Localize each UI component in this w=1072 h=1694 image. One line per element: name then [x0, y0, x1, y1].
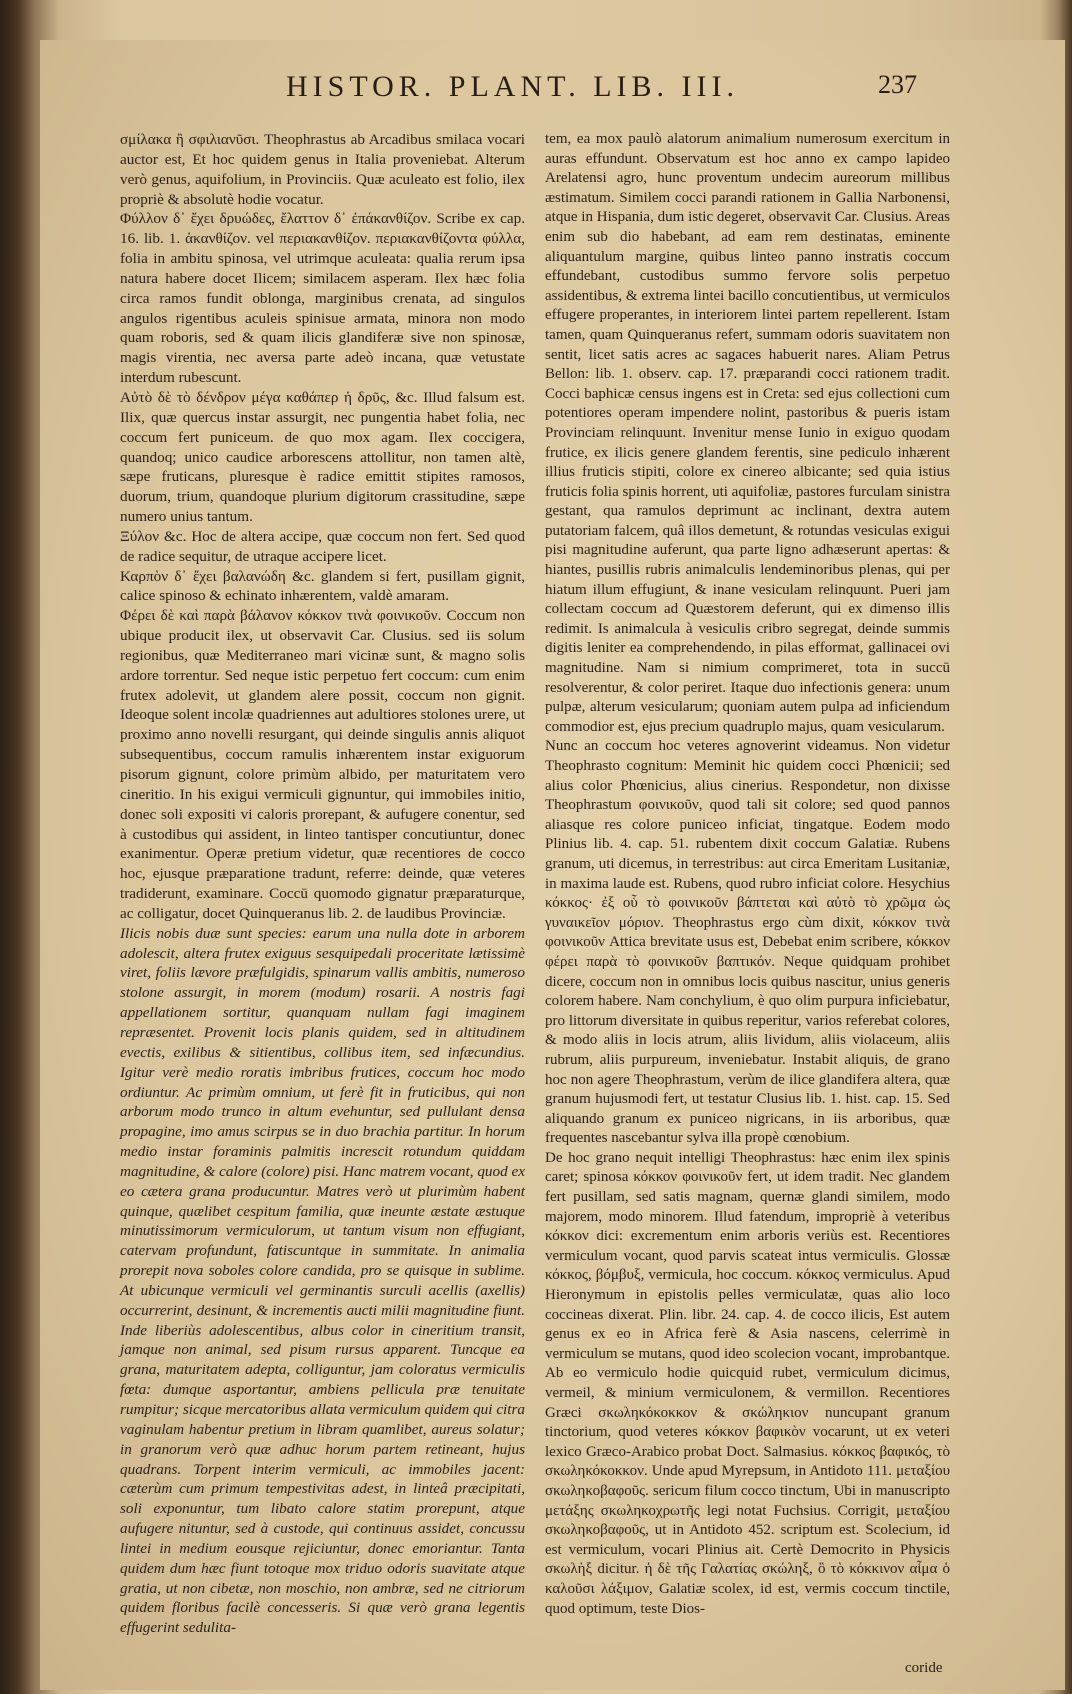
paragraph: σμίλακα ἢ σφιλιανῦσι. Theophrastus ab Arcadibus smilaca vocari auctor est, Et hoc quidem genus in Italia proveniebat. Alterum verò genus, aquifolium, in Provinciis. Quæ aculeato est folio, ilex propriè & absolutè hodie vocatur.	[120, 131, 525, 208]
paragraph: Ξύλον &c. Hoc de altera accipe, quæ coccum non fert. Sed quod de radice sequitur, de utraque accipere licet.	[120, 527, 525, 565]
quoted-passage: Ilicis nobis duæ sunt species: earum una nulla dote in arborem adolescit, altera frutex exiguus sesquipedali proceritate lætissimè viret, foliis lævore præfulgidis, spinarum vallis ambitis, numeroso stolone assurgit, in morem (modum) rosarii. A nostris fagi appellationem sortitur, quanquam nullam fagi imaginem repræsentet. Provenit locis planis quidem, sed in altitudinem evectis, exilibus & sitientibus, collibus item, sed infæcundius. Igitur verè medio roratis imbribus frutices, coccum hoc modo ordiuntur. Ac primùm omnium, ut ferè fit in fruticibus, qui non arborum modo trunco in altum evehuntur, sed pullulant densa propagine, imo amus scirpus se in duo brachia partitur. In horum medio instar foraminis palmitis increscit rotundum quiddam magnitudine, & calore (colore) pisi. Hanc matrem vocant, quod ex eo cætera grana producuntur. Matres verò ut plurimùm habent quinque, quælibet cespitum familia, quæ ineunte æstate æstuque minutissimorum vermiculorum, ut tantum visum non effugiant, catervam profundunt, fatiscuntque in summitate. In animalia prorepit nova soboles colore candida, pro se quisque in sublime. At ubicunque vermiculi vel germinantis surculi acellis (axellis) occurrerint, desinunt, & incrementis aucti milii magnitudine fiunt. Inde liberiùs adolescentibus, albus color in cineritium transit, jamque non animal, sed pisum rursus apparent. Tuncque ea grana, maturitatem adepta, colliguntur, jam coloratus vermiculis fœta: dumque asportantur, ambiens pellicula præ tenuitate rumpitur; sicque mercatoribus allata vermiculum quidem qui citra vaginulam habentur pretium in libram quamlibet, aureus solatur; in granorum verò quæ adhuc horum partem retineant, hujus quadrans. Torpent interim vermiculi, ac immobiles jacent: cæterùm cum primum tempestivitas adest, in linteâ præcipitati, soli exponuntur, tum libato calore statim prorepunt, atque aufugere nituntur, sed à custode, qui continuus assidet, concussu lintei in medium eousque rejiciuntur, donec emoriantur. Tanta quidem dum hæc fiunt totoque mox triduo odoris suavitate atque gratia, ut non cibetæ, non moschio, non ambræ, sed ne citriorum quidem floribus facilè concesseris. Si quæ verò grana legentis effugerint sedulita-	[120, 924, 525, 1637]
left-text-column	[120, 130, 525, 1638]
paragraph: tem, ea mox paulò alatorum animalium numerosum exercitum in auras effundunt. Observatum est hoc anno ex campo lapideo Arelatensi agro, hunc proventum undecim aureorum millibus æstimatum. Similem cocci parandi rationem in Gallia Narbonensi, atque in Hispania, dum istic degeret, observavit Car. Clusius. Areas enim sub dio habebant, ad eam rem destinatas, eminente aliquantulum margine, quibus linteo panno instratis coccum effundebant, custodibus summo fervore solis perpetuo assidentibus, & extrema lintei bacillo concutientibus, ut vermiculos effugere properantes, in interiorem lintei partem repellerent. Istam tamen, quam Quinqueranus refert, summam odoris suavitatem non sentit, licet satis acres ac sagaces habuerit nares. Aliam Petrus Bellon: lib. 1. observ. cap. 17. præparandi cocci rationem tradit. Cocci baphicæ census ingens est in Creta: sed ejus collectioni cum potentiores operam impendere nolint, pastoribus & pueris istam Provinciam relinquunt. Invenitur mense Iunio in exiguo quodam frutice, ex ilicis genere glandem ferentis, sine pediculo inhærent illius fruticis stipiti, colore ex cinereo albicante; sed quia istius fruticis folia spinis horrent, uti aquifoliæ, pastores furculam sinistra gestant, qua ramulos deprimunt ac inclinant, dextra autem putatoriam falcem, quâ illos demetunt, & rotundas vesiculas exigui pisi magnitudine auferunt, qua parte ligno adhæserunt apertas: & hiantes, pusillis rubris animalculis lendeminoribus plenas, qui per hiatum illum effugiunt, & inane vesiculam relinquunt. Pueri jam collectam coccum ad Quæstorem deferunt, qui ex dimenso illis redimit. Is animalcula à vesiculis cribro segregat, deinde summis digitis leniter ea comprehendendo, in pilas efformat, gallinacei ovi magnitudine. Nam si nimium comprimeret, tota in succū resolverentur, & color periret. Itaque duo infectionis genera: unum pulpæ, alterum vesicularum; quoniam autem pulpa ad inficiendum commodior est, ejus precium quadruplo majus, quam vesicularum.	[545, 131, 950, 735]
paragraph: Nunc an coccum hoc veteres agnoverint videamus. Non videtur Theophrasto cognitum: Meminit hic quidem cocci Phœnicii; sed alius color Phœnicius, alius cinerius. Respondetur, non dixisse Theophrastum φοινικοῦν, quod tali sit colore; sed quod pannos aliasque res colore puniceo inficiat, tingatque. Eodem modo Plinius lib. 4. cap. 51. rubentem dixit coccum Galatiæ. Rubens granum, uti dicemus, in terrestribus: aut circa Emeritam Lusitaniæ, in maxima laude est. Rubens, quod rubro inficiat colore. Hesychius κόκκος· ἐξ οὗ τὸ φοινικοῦν βάπτεται καὶ αὐτὸ τὸ χρῶμα ὡς γυναικεῖον μόριον. Theophrastus ergo cùm dixit, κόκκον τινὰ φοινικοῦν Attica brevitate usus est, Debebat enim scribere, κόκκον φέρει παρὰ τὸ φοινικοῦν βαπτικόν. Neque quidquam prohibet dicere, coccum non in omnibus locis quibus nascitur, unius generis colorem habere. Nam conchylium, è quo olim purpura inficiebatur, pro littorum diversitate in quibus reperitur, varios referebat colores, & modo aliis in locis atrum, aliis lividum, aliis violaceum, aliis rubrum, aliis purpureum, inveniebatur. Instabit aliquis, de grano hoc non agere Theophrastum, verùm de ilice glandifera altera, quæ granum hujusmodi fert, ut testatur Clusius lib. 1. hist. cap. 15. Sed aliquando granum ex puniceo nigricans, in iis arboribus, quæ frequentes nascebantur sylva illa propè cœnobium.	[545, 738, 950, 1147]
paragraph: De hoc grano nequit intelligi Theophrastus: hæc enim ilex spinis caret; spinosa κόκκον φοινικοῦν fert, ut idem tradit. Nec glandem fert pusillam, sed satis magnam, quernæ glandi similem, modo majorem, modo minorem. Illud fatendum, impropriè à veteribus κόκκον dici: excrementum enim arboris veriùs est. Recentiores vermiculum vocant, quod parvis scateat intus vermiculis. Glossæ κόκκος, βόμβυξ, vermicula, hoc coccum. κόκκος vermiculus. Apud Hieronymum in epistolis pelles vermiculatæ, quas alio loco coccineas dixerat. Plin. libr. 24. cap. 4. de cocco ilicis, Est autem genus ex eo in Africa ferè & Asia nascens, celerrimè in vermiculum se mutans, quod ideo scolecion vocant, improbantque. Ab eo vermiculo hodie quicquid rubet, vermiculum dicimus, vermeil, & minium vermiculonem, & vermillon. Recentiores Græci σκωληκόκοκκον & σκώληκιον nuncupant granum tinctorium, quod veteres κόκκον βαφικὸν vocarunt, ut ex veteri lexico Græco-Arabico probat Doct. Salmasius. κόκκος βαφικός, τὸ σκωληκόκοκκον. Unde apud Myrepsum, in Antidoto 111. μεταξίου σκωληκοβαφοῦς. sericum filum cocco tinctum, Ubi in manuscripto μετάξης σκωληκοχρωτῆς legi notat Fuchsius. Corrigit, μεταξίου σκωληκοβαφοῦς, ut in Antidoto 452. scriptum est. Scolecium, id est vermiculum, vocari Plinius ait. Certè Democrito in Physicis σκωλὴξ dicitur. ἡ δὲ τῆς Γαλατίας σκώληξ, ὃ τὸ κόκκινον αἷμα ὁ καλοῦσι λάξιμον, Galatiæ scolex, id est, vermis coccum tinctile, quod optimum, teste Dios-	[545, 1149, 950, 1617]
right-text-column	[545, 130, 950, 1619]
paragraph: Καρπὸν δ᾽ ἔχει βαλανώδη &c. glandem si fert, pusillam gignit, calice spinoso & echinato inhærentem, valdè amaram.	[120, 567, 525, 605]
catchword: coride	[905, 1660, 943, 1676]
paragraph: Αὐτὸ δὲ τὸ δένδρον μέγα καθάπερ ἡ δρῦς, &c. Illud falsum est. Ilix, quæ quercus instar assurgit, nec pungentia habet folia, nec coccum fert puniceum. de quo mox agam. Ilex coccigera, quandoq; unico caudice arborescens attollitur, non tamen altè, sæpe fruticans, pluresque è radice emittit stipites ramosos, duorum, trium, quandoque plurium digitorum crassitudine, sæpe numero unius tantum.	[120, 388, 525, 526]
paragraph: Φύλλον δ᾽ ἔχει δρυώδες, ἔλαττον δ᾽ ἐπάκανθίζον. Scribe ex cap. 16. lib. 1. ἀκανθίζον. vel περιακανθίζον. περιακανθίζοντα φύλλα, folia in ambitu spinosa, vel utrimque aculeata: qualia rerum ipsa natura habere docet Ilicem; similacem asperam. Ilex hæc folia circa ramos fundit oblonga, marginibus crenata, ad singulos angulos rigentibus aculeis spinisue armata, minora non modo quam roboris, sed & quam ilicis glandiferæ sive non spinosæ, magis virentia, nec aversa parte adeò incana, quæ vetustate interdum rubescunt.	[120, 210, 525, 387]
running-header	[250, 60, 1030, 120]
page-number: 237	[878, 70, 917, 99]
running-title: HISTOR. PLANT. LIB. III.	[286, 70, 740, 103]
paragraph: Φέρει δὲ καὶ παρὰ βάλανον κόκκον τινὰ φοινικοῦν. Coccum non ubique producit ilex, ut observavit Car. Clusius. sed iis solum regionibus, quæ Mediterraneo mari vicinæ sunt, & magno solis ardore torrentur. Sed neque istic perpetuo fert coccum: cum enim frutex adolevit, ut glandem alere possit, coccum non gignit. Ideoque solent incolæ quadriennes aut adultiores stolones urere, ut proximo anno novelli resurgant, qui deinde singulis annis aliquot subsequentibus, coccum ramulis inhærentem instar exiguorum pisorum gignunt, colore primùm albido, per maturitatem vero cineritio. In his exigui vermiculi gignuntur, qui immobiles initio, donec soli expositi vi caloris prorepant, & aufugere conentur, sed à custodibus qui assident, in linteo tantisper concutiuntur, donec exanimentur. Operæ pretium videtur, quæ recentiores de cocco hoc, ejusque præparatione tradunt, referre: deinde, quæ veteres tradiderunt, examinare. Coccū quomodo gignatur præparaturque, ac colligatur, docet Quinqueranus lib. 2. de laudibus Provinciæ.	[120, 607, 525, 922]
